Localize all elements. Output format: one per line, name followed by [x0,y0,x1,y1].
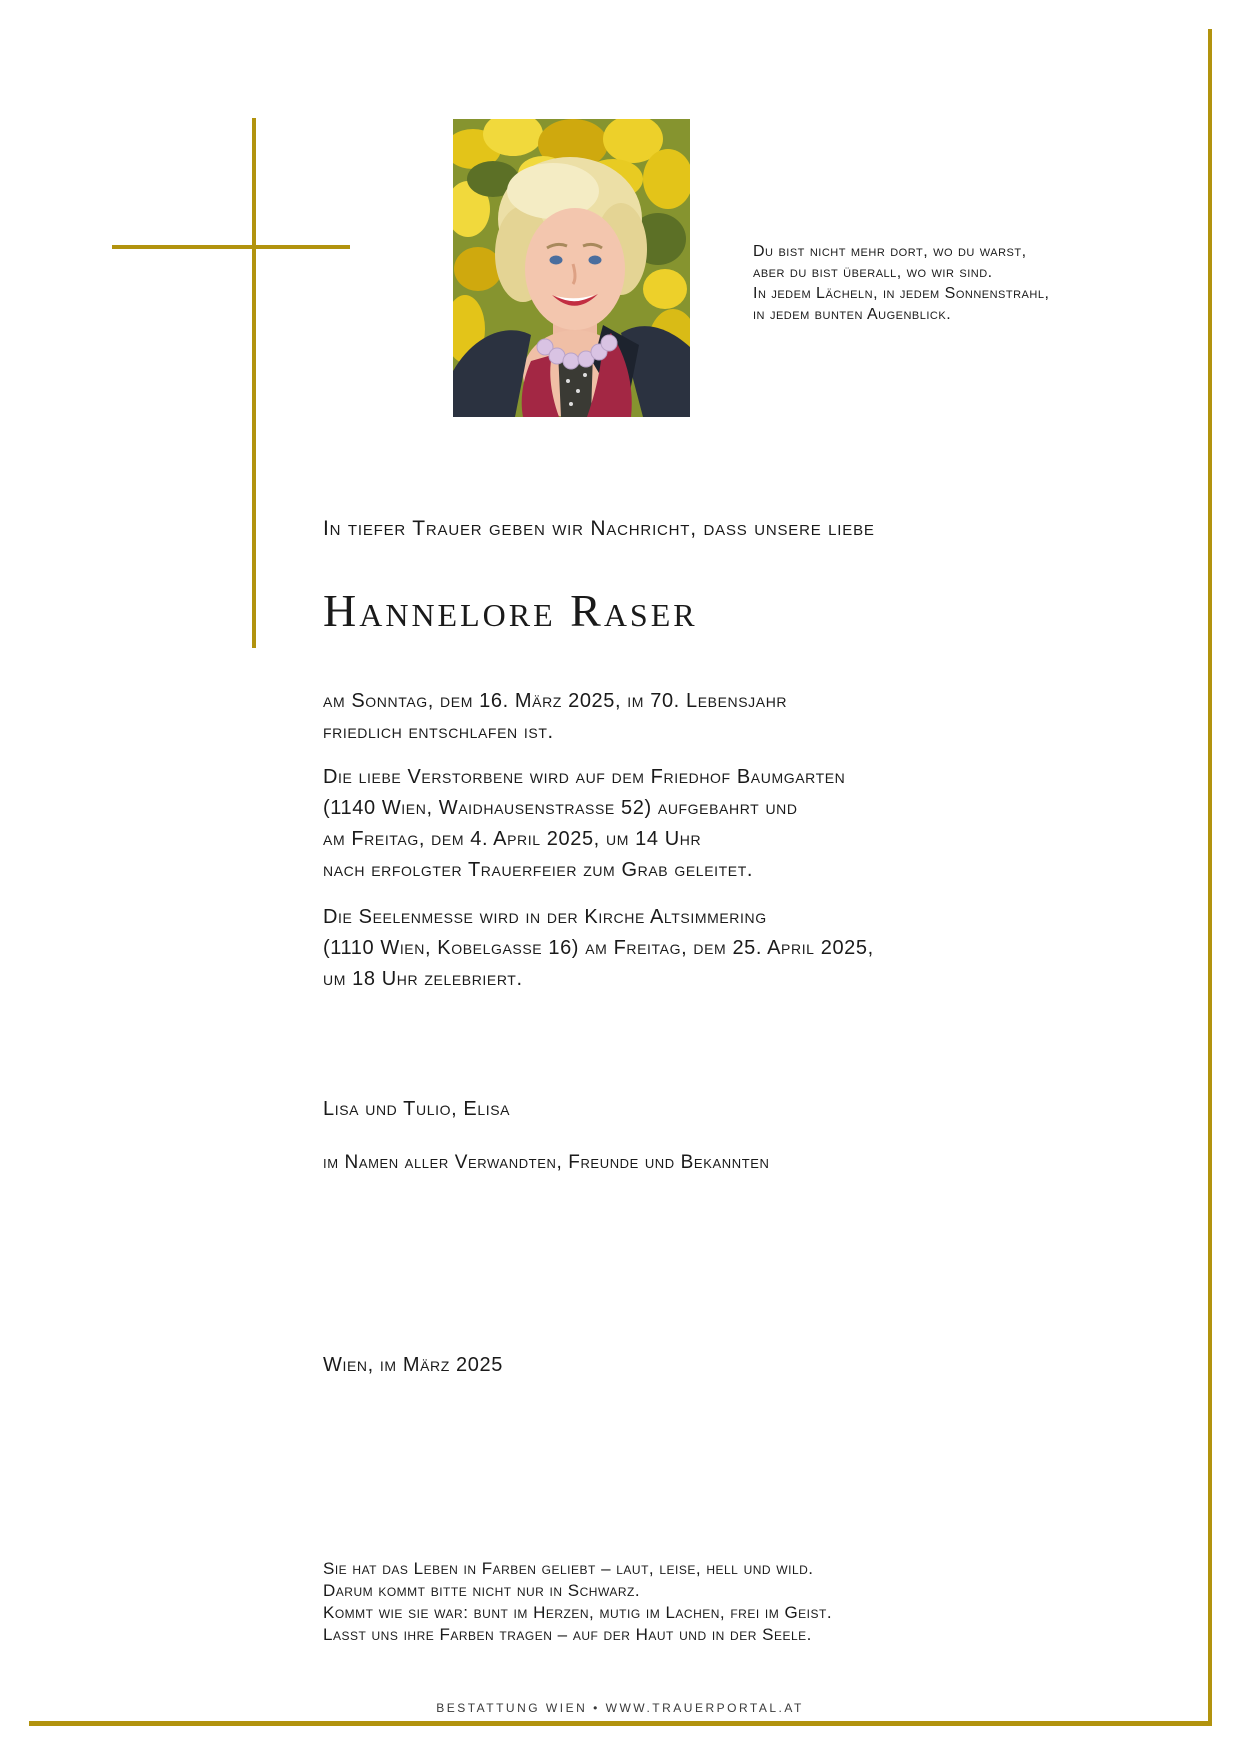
gold-border-bottom [29,1721,1212,1726]
death-line: friedlich entschlafen ist. [323,721,554,743]
farewell-line: Lasst uns ihre Farben tragen – auf der Haut und in der Seele. [323,1625,812,1644]
cross-vertical-bar [252,118,256,648]
death-details [323,686,983,748]
farewell-message [323,1558,1023,1646]
quote-line: Du bist nicht mehr dort, wo du warst, [753,243,1027,260]
quote-line: In jedem Lächeln, in jedem Sonnenstrahl, [753,285,1050,302]
on-behalf-line: im Namen aller Verwandten, Freunde und Bekannten [323,1152,770,1173]
farewell-line: Kommt wie sie war: bunt im Herzen, mutig im Lachen, frei im Geist. [323,1603,833,1622]
mass-details [323,902,983,995]
funeral-details [323,762,983,886]
deceased-name: Hannelore Raser [323,585,698,636]
memorial-quote [753,241,1183,325]
cross-horizontal-bar [112,245,350,249]
gold-border-right [1208,29,1212,1726]
quote-line: aber du bist überall, wo wir sind. [753,264,993,281]
farewell-line: Sie hat das Leben in Farben geliebt – laut, leise, hell und wild. [323,1559,814,1578]
funeral-line: am Freitag, dem 4. April 2025, um 14 Uhr [323,828,702,850]
footer-line: BESTATTUNG WIEN • WWW.TRAUERPORTAL.AT [436,1701,804,1715]
funeral-line: (1140 Wien, Waidhausenstrasse 52) aufgebahrt und [323,797,798,819]
funeral-line: Die liebe Verstorbene wird auf dem Friedhof Baumgarten [323,766,846,788]
funeral-line: nach erfolgter Trauerfeier zum Grab geleitet. [323,859,754,881]
announcement-intro: In tiefer Trauer geben wir Nachricht, dass unsere liebe [323,517,875,540]
mass-line: um 18 Uhr zelebriert. [323,968,523,990]
quote-line: in jedem bunten Augenblick. [753,306,952,323]
farewell-line: Darum kommt bitte nicht nur in Schwarz. [323,1581,641,1600]
mass-line: Die Seelenmesse wird in der Kirche Altsimmering [323,906,767,928]
death-line: am Sonntag, dem 16. März 2025, im 70. Lebensjahr [323,690,788,712]
place-date: Wien, im März 2025 [323,1354,503,1376]
mourners-names: Lisa und Tulio, Elisa [323,1098,511,1120]
mass-line: (1110 Wien, Kobelgasse 16) am Freitag, dem 25. April 2025, [323,937,874,959]
portrait-photo [453,119,690,417]
